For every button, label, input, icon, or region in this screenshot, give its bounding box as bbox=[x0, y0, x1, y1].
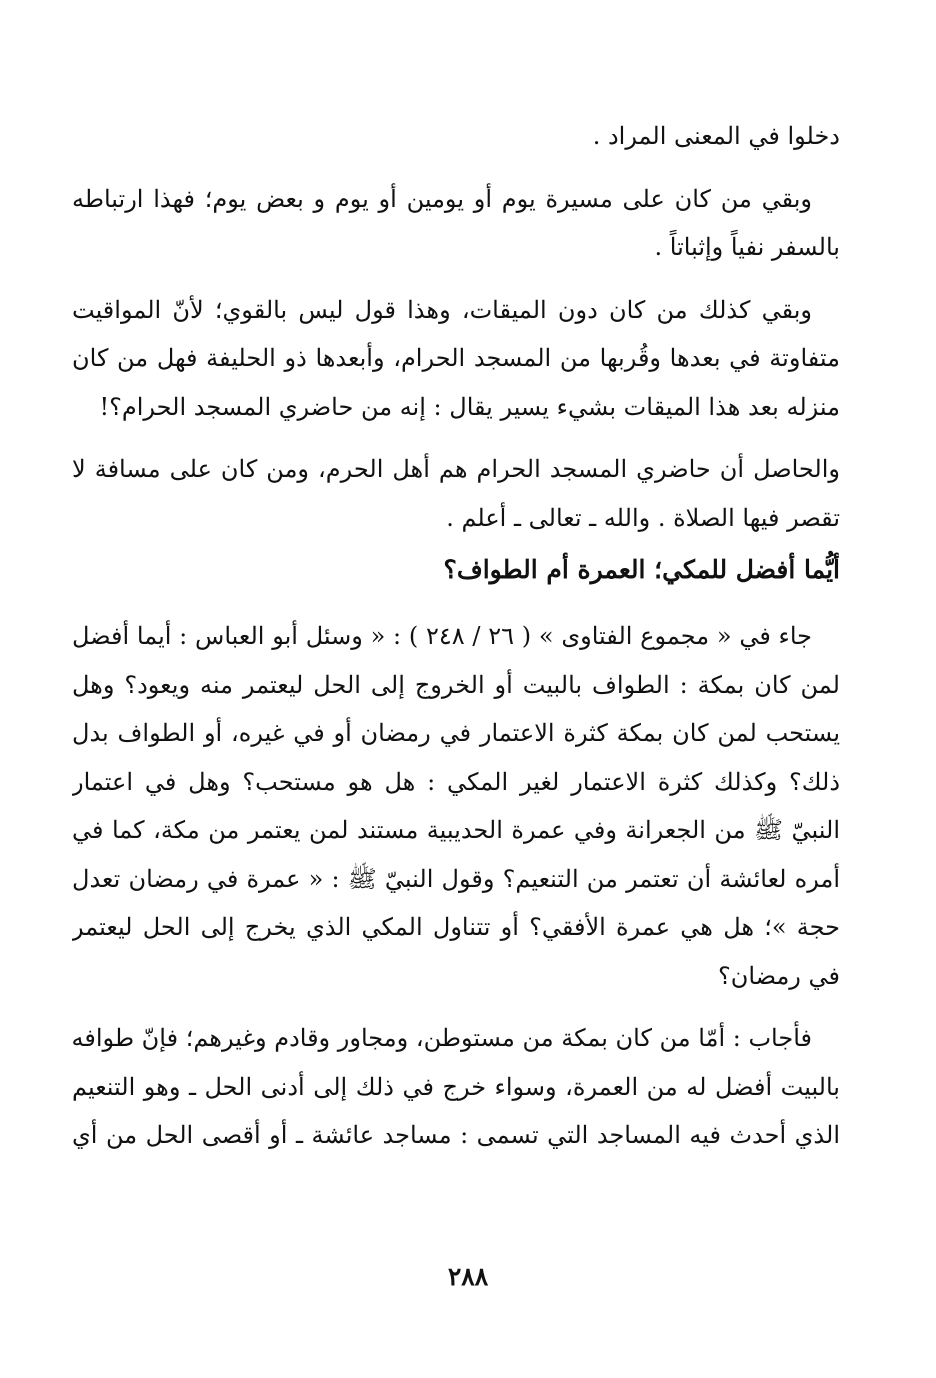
text-line: الذي أحدث فيه المساجد التي تسمى : مساجد عائشة ـ أو أقصى الحل من أي bbox=[72, 1121, 840, 1149]
paragraph-gap bbox=[72, 431, 840, 445]
text-line: بالسفر نفياً وإثباتاً . bbox=[654, 233, 840, 261]
text-line: لمن كان بمكة : الطواف بالبيت أو الخروج إلى الحل ليعتمر منه ويعود؟ وهل bbox=[72, 670, 840, 699]
text-line: ذلك؟ وكذلك كثرة الاعتمار لغير المكي : هل هو مستحب؟ وهل في اعتمار bbox=[72, 767, 840, 796]
text-line: متفاوتة في بعدها وقُربها من المسجد الحرام، وأبعدها ذو الحليفة فهل من كان bbox=[72, 344, 840, 372]
text-line: حجة »؛ هل هي عمرة الأفقي؟ أو تتناول المكي الذي يخرج إلى الحل ليعتمر bbox=[72, 913, 840, 941]
text-line: وبقي من كان على مسيرة يوم أو يومين أو يوم و بعض يوم؛ فهذا ارتباطه bbox=[72, 184, 812, 213]
text-line: دخلوا في المعنى المراد . bbox=[592, 122, 840, 150]
text-line: أمره لعائشة أن تعتمر من التنعيم؟ وقول النبيّ ﷺ : « عمرة في رمضان تعدل bbox=[72, 864, 840, 893]
paragraph-gap bbox=[72, 272, 840, 286]
text-line: منزله بعد هذا الميقات بشيء يسير يقال : إنه من حاضري المسجد الحرام؟! bbox=[99, 392, 840, 421]
section-heading: أيُّما أفضل للمكي؛ العمرة أم الطواف؟ bbox=[443, 555, 840, 584]
paragraph-gap bbox=[72, 1000, 840, 1014]
text-line: بالبيت أفضل له من العمرة، وسواء خرج في ذلك إلى أدنى الحل ـ وهو التنعيم bbox=[72, 1072, 840, 1101]
text-line: يستحب لمن كان بمكة كثرة الاعتمار في رمضان أو في غيره، أو الطواف بدل bbox=[72, 719, 840, 747]
text-line: والحاصل أن حاضري المسجد الحرام هم أهل الحرم، ومن كان على مسافة لا bbox=[72, 455, 840, 483]
text-line: في رمضان؟ bbox=[717, 961, 840, 990]
paragraph-gap bbox=[72, 598, 840, 612]
page-number: ٢٨٨ bbox=[447, 1262, 489, 1291]
text-line: النبيّ ﷺ من الجعرانة وفي عمرة الحديبية مستند لمن يعتمر من مكة، كما في bbox=[72, 816, 840, 844]
text-line: فأجاب : أمّا من كان بمكة من مستوطن، ومجاور وقادم وغيرهم؛ فإنّ طوافه bbox=[72, 1024, 812, 1052]
page-body bbox=[72, 112, 840, 1160]
text-line: جاء في « مجموع الفتاوى » ( ٢٦ / ٢٤٨ ) : « وسئل أبو العباس : أيما أفضل bbox=[72, 622, 812, 650]
text-line: تقصر فيها الصلاة . والله ـ تعالى ـ أعلم . bbox=[446, 503, 840, 532]
paragraph-gap bbox=[72, 161, 840, 175]
text-line: وبقي كذلك من كان دون الميقات، وهذا قول ليس بالقوي؛ لأنّ المواقيت bbox=[72, 295, 812, 324]
